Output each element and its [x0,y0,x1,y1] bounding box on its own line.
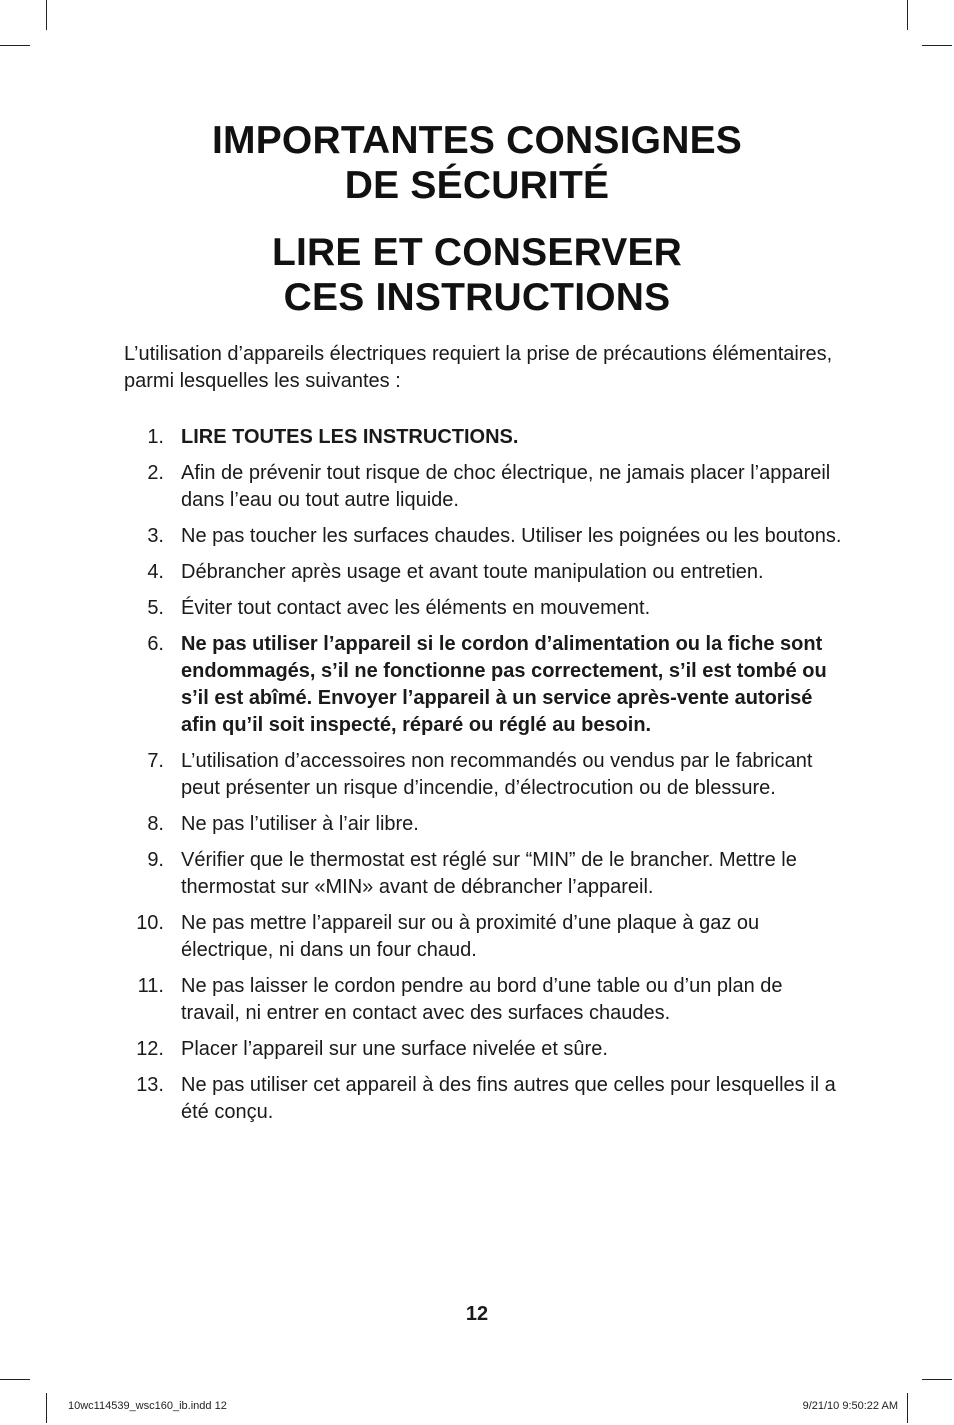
item-text: Ne pas utiliser cet appareil à des fins autres que celles pour lesquelles il a été conçu. [181,1074,836,1123]
heading-line: IMPORTANTES CONSIGNES [211,119,742,162]
instructions-heading [0,230,954,320]
item-number: 3. [147,525,164,547]
list-item [124,424,844,451]
item-number: 13. [136,1074,164,1096]
list-item [124,631,844,739]
item-number: 12. [136,1038,164,1060]
item-number: 7. [147,750,164,772]
safety-list [124,424,844,1135]
list-item [124,811,844,838]
list-item [124,1036,844,1063]
item-number: 1. [147,426,164,448]
item-text: Placer l’appareil sur une surface nivelée et sûre. [181,1038,608,1060]
slug-date: 9/21/10 9:50:22 AM [802,1400,898,1412]
item-number: 11. [137,975,164,997]
heading-line: CES INSTRUCTIONS [283,276,671,319]
item-text: Ne pas mettre l’appareil sur ou à proximité d’une plaque à gaz ou électrique, ni dans un four chaud. [181,912,760,961]
heading-line: LIRE ET CONSERVER [271,231,683,274]
list-item [124,973,844,1027]
item-number: 5. [147,597,164,619]
item-text: Ne pas laisser le cordon pendre au bord d’une table ou d’un plan de travail, ni entrer en contact avec des surfaces chaudes. [181,975,783,1024]
item-number: 8. [147,813,164,835]
item-text: Ne pas toucher les surfaces chaudes. Utiliser les poignées ou les boutons. [181,525,842,547]
crop-mark [46,0,47,30]
crop-mark [46,1393,47,1423]
heading-line: DE SÉCURITÉ [344,164,610,207]
crop-mark [907,1393,908,1423]
list-item [124,847,844,901]
item-number: 4. [147,561,164,583]
item-text: Débrancher après usage et avant toute manipulation ou entretien. [181,561,764,583]
item-number: 9. [147,849,164,871]
page-number: 12 [465,1303,489,1325]
item-text: Ne pas utiliser l’appareil si le cordon d’alimentation ou la fiche sont endommagés, s’il ne fonctionne pas correctement, s’il est tombé ou s’il est abîmé. Envoyer l’appareil à un service après-vente autorisé afin qu’il soit inspecté, réparé ou réglé au besoin. [181,633,827,736]
item-number: 6. [147,633,164,655]
list-item [124,1072,844,1126]
list-item [124,523,844,550]
slug-file: 10wc114539_wsc160_ib.indd 12 [68,1400,227,1412]
crop-mark [922,45,952,46]
crop-mark [0,1379,30,1380]
item-text: Afin de prévenir tout risque de choc électrique, ne jamais placer l’appareil dans l’eau ou tout autre liquide. [181,462,831,511]
crop-mark [907,0,908,30]
list-item [124,910,844,964]
safety-heading [0,118,954,208]
item-text: Éviter tout contact avec les éléments en mouvement. [181,597,651,619]
item-text: Ne pas l’utiliser à l’air libre. [181,813,419,835]
item-number: 2. [147,462,164,484]
item-text: L’utilisation d’accessoires non recommandés ou vendus par le fabricant peut présenter un risque d’incendie, d’électrocution ou de blessure. [181,750,813,799]
item-number: 10. [136,912,164,934]
item-text: Vérifier que le thermostat est réglé sur “MIN” de le brancher. Mettre le thermostat sur «MIN» avant de débrancher l’appareil. [181,849,797,898]
intro-paragraph: L’utilisation d’appareils électriques requiert la prise de précautions élémentaires, parmi lesquelles les suivantes : [124,343,833,392]
list-item [124,748,844,802]
crop-mark [922,1379,952,1380]
item-text: LIRE TOUTES LES INSTRUCTIONS. [181,426,519,448]
list-item [124,559,844,586]
list-item [124,595,844,622]
list-item [124,460,844,514]
crop-mark [0,45,30,46]
